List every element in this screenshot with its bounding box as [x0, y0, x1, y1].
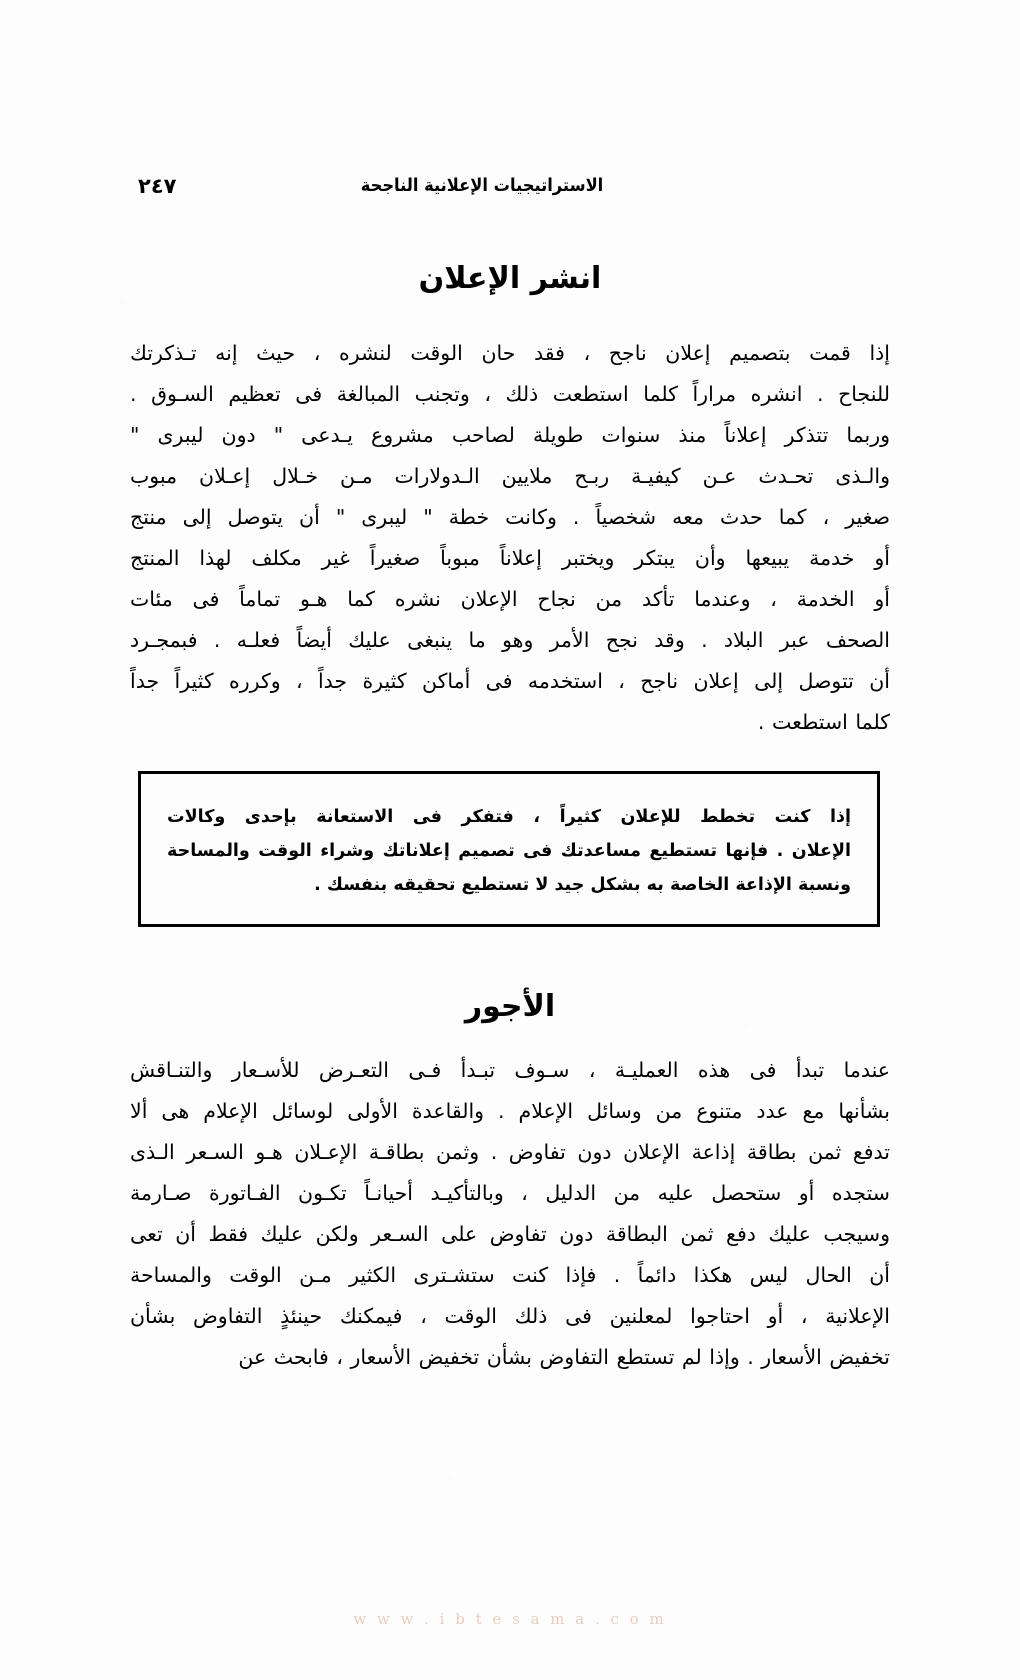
section-body-publish-ad — [130, 333, 890, 743]
text-line: وسيجب عليك دفع ثمن البطاقة دون تفاوض على السـعر ولكن عليك فقط أن تعى — [130, 1222, 890, 1246]
text-line: إذا قمت بتصميم إعلان ناجح ، فقد حان الوقت لنشره ، حيث إنه تـذكرتك — [130, 341, 890, 365]
text-line: تدفع ثمن بطاقة إذاعة الإعلان دون تفاوض . وثمن بطاقـة الإعـلان هـو السـعر الـذى — [130, 1140, 890, 1164]
section-heading-publish-ad: انشر الإعلان — [418, 261, 602, 296]
text-line: صغير ، كما حدث معه شخصياً . وكانت خطة " ليبرى " أن يتوصل إلى منتج — [130, 505, 890, 529]
site-watermark: w w w . i b t e s a m a . c o m — [353, 1610, 667, 1628]
page-content — [130, 0, 890, 1680]
text-line: ستجده أو ستحصل عليه من الدليل ، وبالتأكيـد أحيانـاً تكـون الفـاتورة صـارمة — [130, 1181, 890, 1205]
section-body-fees — [130, 1050, 890, 1378]
text-line: أن الحال ليس هكذا دائماً . فإذا كنت ستشـترى الكثير مـن الوقت والمساحة — [130, 1263, 890, 1287]
paragraph — [130, 1050, 890, 1378]
callout-line: إذا كنت تخطط للإعلان كثيراً ، فتفكر فى الاستعانة بإحدى وكالات — [167, 807, 851, 827]
text-line: أو الخدمة ، وعندما تأكد من نجاح الإعلان نشره كما هـو تماماً فى مئات — [130, 587, 890, 611]
text-line: تخفيض الأسعار . وإذا لم تستطع التفاوض بشأن تخفيض الأسعار ، فابحث عن — [238, 1345, 890, 1369]
callout-box — [138, 771, 880, 927]
section-heading-fees: الأجور — [464, 989, 556, 1024]
callout-line: ونسبة الإذاعة الخاصة به بشكل جيد لا تستطيع تحقيقه بنفسك . — [314, 875, 851, 895]
text-line: بشأنها مع عدد متنوع من وسائل الإعلام . والقاعدة الأولى لوسائل الإعلام هى ألا — [130, 1099, 890, 1123]
text-line: وربما تتذكر إعلاناً منذ سنوات طويلة لصاحب مشروع يـدعى " دون ليبرى " — [130, 423, 890, 447]
text-line: الصحف عبر البلاد . وقد نجح الأمر وهو ما ينبغى عليك أيضاً فعلـه . فبمجـرد — [130, 628, 890, 652]
text-line: للنجاح . انشره مراراً كلما استطعت ذلك ، وتجنب المبالغة فى تعظيم السـوق . — [130, 382, 890, 406]
callout-line: الإعلان . فإنها تستطيع مساعدتك فى تصميم إعلاناتك وشراء الوقت والمساحة — [167, 841, 851, 861]
running-header — [130, 172, 890, 202]
text-line: كلما استطعت . — [757, 710, 890, 734]
text-line: أو خدمة يبيعها وأن يبتكر ويختبر إعلاناً مبوباً صغيراً غير مكلف لهذا المنتج — [130, 546, 890, 570]
text-line: أن تتوصل إلى إعلان ناجح ، استخدمه فى أماكن كثيرة جداً ، وكرره كثيراً جداً — [130, 669, 890, 693]
callout-text — [167, 800, 851, 902]
text-line: والـذى تحـدث عـن كيفيـة ربـح ملايين الـدولارات مـن خـلال إعـلان مبوب — [130, 464, 890, 488]
text-line: عندما تبدأ فى هذه العمليـة ، سـوف تبـدأ فـى التعـرض للأسـعار والتنـاقش — [130, 1058, 890, 1082]
page-number: ٢٤٧ — [138, 174, 177, 198]
running-header-title: الاستراتيجيات الإعلانية الناجحة — [360, 176, 604, 196]
paragraph — [130, 333, 890, 743]
text-line: الإعلانية ، أو احتاجوا لمعلنين فى ذلك الوقت ، فيمكنك حينئذٍ التفاوض بشأن — [130, 1304, 890, 1328]
